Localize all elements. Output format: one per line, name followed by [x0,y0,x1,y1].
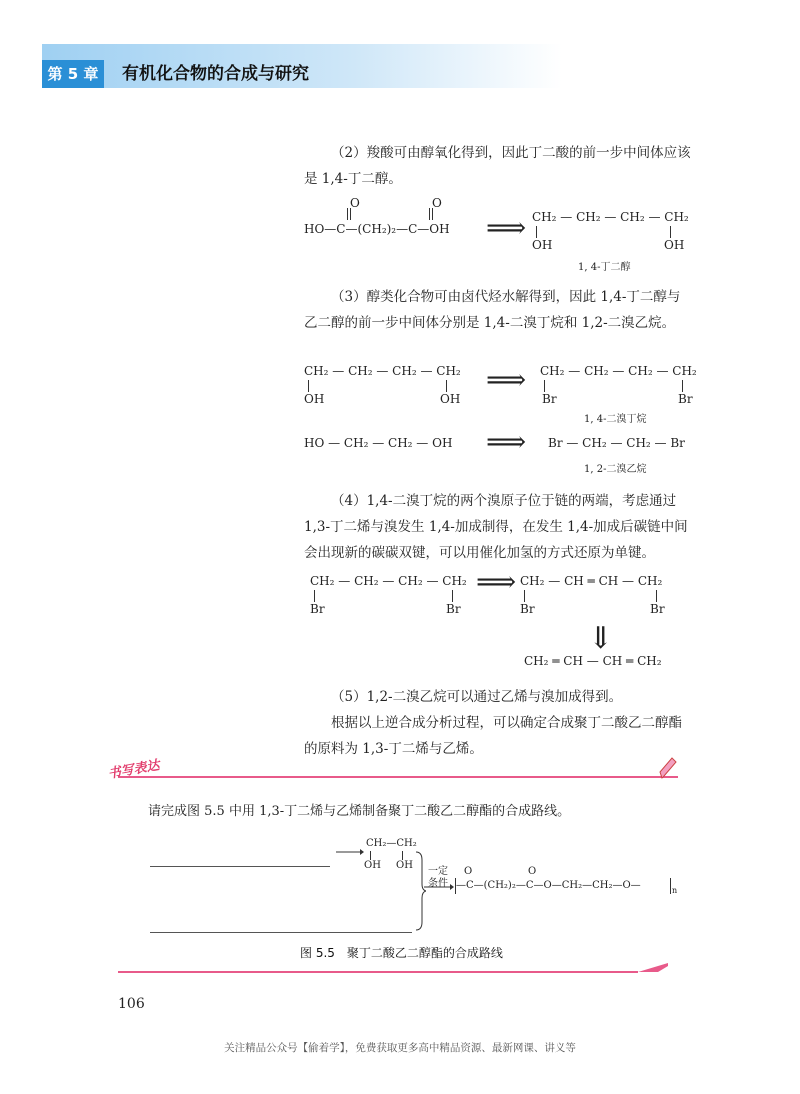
s2-left-top: CH₂ — CH₂ — CH₂ — CH₂ [304,364,461,378]
figure-caption: 图 5.5 聚丁二酸乙二醇酯的合成路线 [300,946,503,960]
section-divider [118,776,678,778]
chapter-title: 有机化合物的合成与研究 [122,64,309,84]
s4-bottom: CH₂ ═ CH — CH ═ CH₂ [524,654,662,668]
poly-n: n [672,886,678,895]
s1-right-oh1: OH [532,238,553,252]
poly-o1: O [464,866,473,877]
s2-bond-2 [446,380,447,392]
writing-prompt: 请完成图 5.5 中用 1,3-丁二烯与乙烯制备聚丁二酸乙二醇酯的合成路线。 [148,804,571,819]
fig-diol: CH₂—CH₂ [366,838,417,849]
s3-left: HO — CH₂ — CH₂ — OH [304,436,453,450]
s2-left-oh1: OH [304,392,325,406]
pencil-icon [656,756,678,780]
s2-right-top: CH₂ — CH₂ — CH₂ — CH₂ [540,364,697,378]
s3-arrow: ⟹ [486,425,527,458]
poly-bracket-right [670,878,671,894]
blank-line-2[interactable] [150,932,412,933]
s1-arrow: ⟹ [486,211,527,244]
cond-top: 一定 [428,866,448,877]
s4-left-br2: Br [446,602,461,616]
arrow-right-icon [336,846,364,858]
s4-bond-1 [314,590,315,602]
s2-left-oh2: OH [440,392,461,406]
s1-left: HO—C—(CH₂)₂—C—OH [304,222,450,236]
poly-bracket-left [455,878,456,894]
section-badge: 书写表达 [106,758,161,782]
fig-polymer: —C—(CH₂)₂—C—O—CH₂—CH₂—O— [456,880,641,891]
s2-bond-1 [308,380,309,392]
s1-label: 1, 4-丁二醇 [578,262,631,273]
s4-right-br1: Br [520,602,535,616]
fig-oh2: OH [396,860,413,871]
s4-arrow: ⟹ [476,565,517,598]
s3-label: 1, 2-二溴乙烷 [584,464,647,475]
paragraph-6: 根据以上逆合成分析过程，可以确定合成聚丁二酸乙二醇酯的原料为 1,3-丁二烯与乙烯。 [304,715,682,757]
s1-bond-1 [536,226,537,238]
fig-bond-1 [370,851,371,860]
arrow-condition-icon [424,882,454,892]
s1-co-bond-2 [429,208,433,220]
paragraph-4: （4）1,4-二溴丁烷的两个溴原子位于链的两端，考虑通过 1,3-丁二烯与溴发生 1,4-加成制得，在发生 1,4-加成后碳链中间会出现新的碳碳双键，可以用催化加氢的方式还原为单键。 [304,493,688,561]
footer-note: 关注精品公众号【偷着学】，免费获取更多高中精品资源、最新网课、讲义等 [224,1042,576,1054]
s2-arrow: ⟹ [486,363,527,396]
s4-bond-3 [524,590,525,602]
s1-right-oh2: OH [664,238,685,252]
s2-right-br2: Br [678,392,693,406]
s2-label: 1, 4-二溴丁烷 [584,414,647,425]
s4-right-top: CH₂ — CH ═ CH — CH₂ [520,574,663,588]
fig-oh1: OH [364,860,381,871]
chapter-tab: 第 5 章 [42,60,104,88]
paragraph-3: （3）醇类化合物可由卤代烃水解得到，因此 1,4-丁二醇与乙二醇的前一步中间体分别是 1,4-二溴丁烷和 1,2-二溴乙烷。 [304,289,681,331]
section-bottom-bar [118,960,668,974]
s4-arrow-down: ⇓ [588,621,614,656]
s4-bond-4 [656,590,657,602]
s1-bond-2 [670,226,671,238]
s2-right-br1: Br [542,392,557,406]
s4-right-br2: Br [650,602,665,616]
s2-bond-4 [682,380,683,392]
s4-bond-2 [452,590,453,602]
s4-left-br1: Br [310,602,325,616]
paragraph-2: （2）羧酸可由醇氧化得到，因此丁二酸的前一步中间体应该是 1,4-丁二醇。 [304,145,691,187]
cond-bottom: 条件 [428,878,448,889]
s2-bond-3 [544,380,545,392]
s1-co-bond-1 [347,208,351,220]
s1-right-top: CH₂ — CH₂ — CH₂ — CH₂ [532,210,689,224]
poly-o2: O [528,866,537,877]
fig-bond-2 [402,851,403,860]
page-number: 106 [118,996,145,1012]
s4-left-top: CH₂ — CH₂ — CH₂ — CH₂ [310,574,467,588]
s3-right: Br — CH₂ — CH₂ — Br [548,436,685,450]
s1-o1: O [350,196,360,210]
blank-line-1[interactable] [150,866,330,867]
s1-o2: O [432,196,442,210]
paragraph-5: （5）1,2-二溴乙烷可以通过乙烯与溴加成得到。 [331,689,623,705]
